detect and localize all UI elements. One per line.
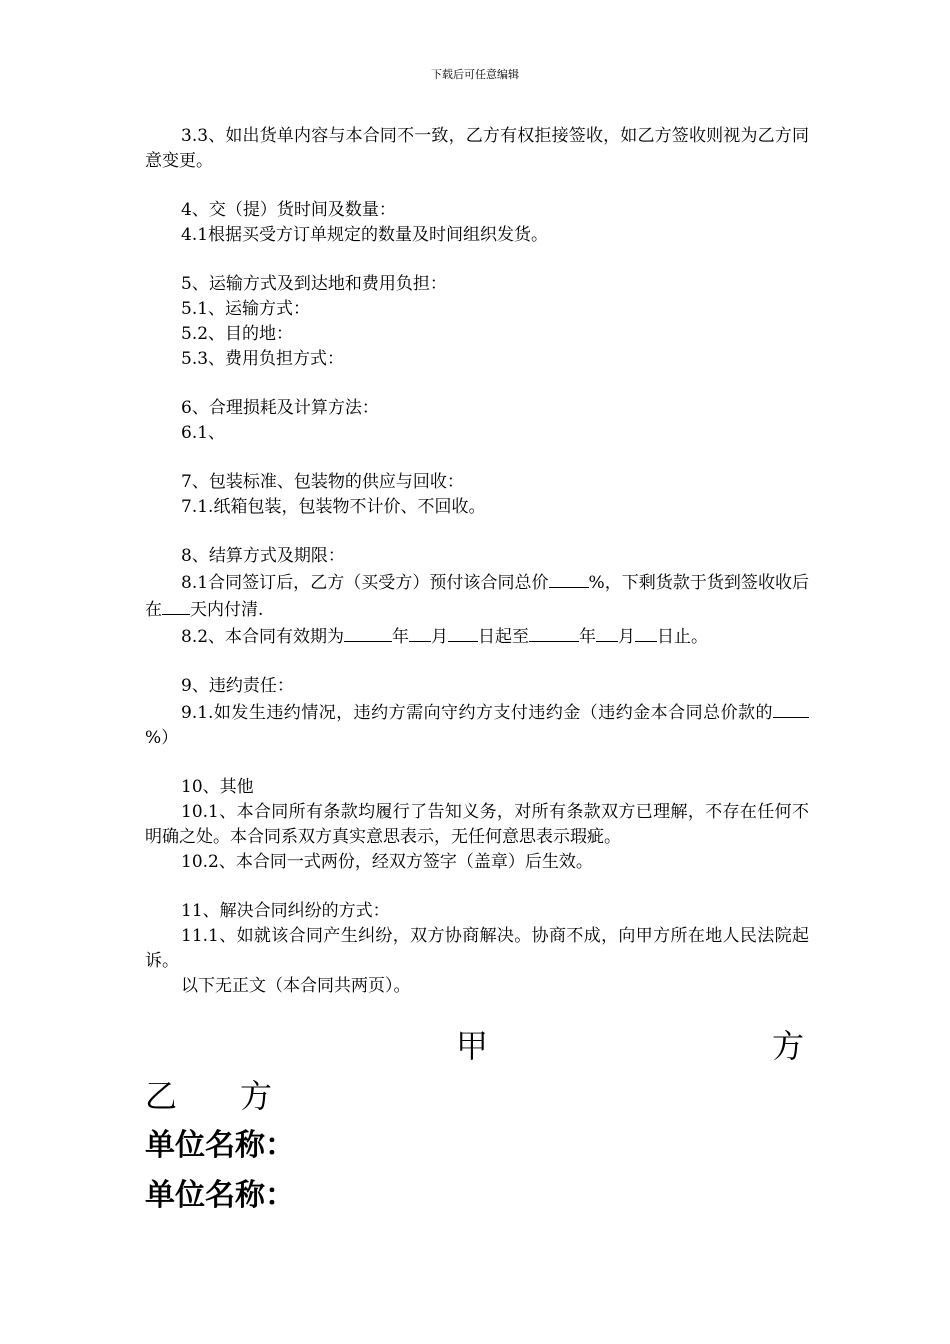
clause-5-3: 5.3、费用负担方式： xyxy=(181,349,345,369)
start-month-label: 月 xyxy=(431,627,449,647)
contract-body xyxy=(145,124,809,999)
clause-5-2: 5.2、目的地： xyxy=(181,324,294,344)
end-day-blank xyxy=(635,623,657,642)
clause-8-1-text-a: 8.1合同签订后，乙方（买受方）预付该合同总价 xyxy=(181,573,549,593)
clause-8-2-text-a: 8.2、本合同有效期为 xyxy=(181,627,345,647)
start-day-blank xyxy=(448,623,478,642)
clause-10-2: 10.2、本合同一式两份，经双方签字（盖章）后生效。 xyxy=(181,852,593,872)
clause-5-heading: 5、运输方式及到达地和费用负担： xyxy=(181,274,447,294)
penalty-percent-blank xyxy=(773,699,809,718)
clause-6-1: 6.1、 xyxy=(181,423,226,443)
unit-name-label-1: 单位名称： xyxy=(145,1128,295,1163)
prepay-percent-blank xyxy=(549,569,589,588)
clause-5-1: 5.1、运输方式： xyxy=(181,299,311,319)
end-note: 以下无正文（本合同共两页）。 xyxy=(181,976,411,996)
clause-6-heading: 6、合理损耗及计算方法： xyxy=(181,398,379,418)
end-month-label: 月 xyxy=(618,627,636,647)
clause-9-1-text-b: %） xyxy=(145,728,179,748)
clause-7-1: 7.1.纸箱包装，包装物不计价、不回收。 xyxy=(181,497,486,517)
start-year-label: 年 xyxy=(392,627,410,647)
clause-10-heading: 10、其他 xyxy=(181,777,254,797)
clause-4-1: 4.1根据买受方订单规定的数量及时间组织发货。 xyxy=(181,225,549,245)
clause-7-heading: 7、包装标准、包装物的供应与回收： xyxy=(181,472,464,492)
party-b-char-1: 乙 xyxy=(145,1077,178,1115)
clause-4-heading: 4、交（提）货时间及数量： xyxy=(181,200,396,220)
unit-name-label-2: 单位名称： xyxy=(145,1178,295,1213)
clause-9-heading: 9、违约责任： xyxy=(181,676,294,696)
end-month-blank xyxy=(596,623,618,642)
clause-8-2 xyxy=(145,623,809,650)
clause-3-3: 3.3、如出货单内容与本合同不一致，乙方有权拒接签收，如乙方签收则视为乙方同意变更。 xyxy=(145,126,809,171)
clause-8-1-text-b: %，下剩货款于货到签收收后在 xyxy=(145,573,809,620)
start-year-blank xyxy=(344,623,392,642)
clause-10-1: 10.1、本合同所有条款均履行了告知义务，对所有条款双方已理解，不存在任何不明确之处。本合同系双方真实意思表示，无任何意思表示瑕疵。 xyxy=(145,802,809,847)
clause-9-1 xyxy=(145,699,809,751)
page-header: 下载后可任意编辑 xyxy=(431,68,519,81)
party-a-char-1: 甲 xyxy=(456,1027,489,1065)
party-a-char-2: 方 xyxy=(772,1027,805,1065)
clause-8-heading: 8、结算方式及期限： xyxy=(181,546,345,566)
clause-8-2-until: 日止。 xyxy=(657,627,709,647)
clause-11-heading: 11、解决合同纠纷的方式： xyxy=(181,901,390,921)
end-year-blank xyxy=(529,623,579,642)
payment-days-blank xyxy=(162,596,190,615)
clause-9-1-text-a: 9.1.如发生违约情况，违约方需向守约方支付违约金（违约金本合同总价款的 xyxy=(181,703,773,723)
clause-8-1 xyxy=(145,569,809,623)
clause-8-1-text-c: 天内付清. xyxy=(190,600,264,620)
end-year-label: 年 xyxy=(579,627,597,647)
clause-8-2-from: 日起至 xyxy=(478,627,530,647)
party-b-char-2: 方 xyxy=(240,1077,273,1115)
clause-11-1: 11.1、如就该合同产生纠纷，双方协商解决。协商不成，向甲方所在地人民法院起诉。 xyxy=(145,926,809,971)
start-month-blank xyxy=(409,623,431,642)
